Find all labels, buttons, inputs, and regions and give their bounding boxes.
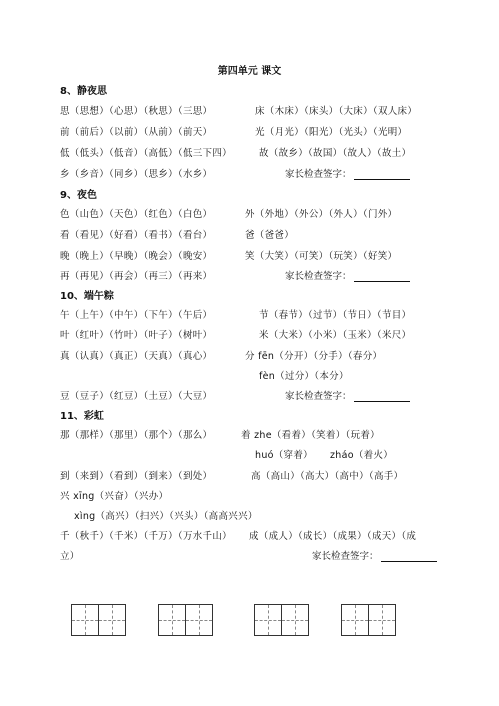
word-line: 乡（乡音）（同乡）（思乡）（水乡） (60, 169, 213, 180)
writing-cell[interactable] (368, 604, 396, 636)
writing-cell[interactable] (341, 604, 369, 636)
signature-label: 家长检查签字： (285, 271, 352, 282)
section-heading-8: 8、静夜思 (60, 86, 107, 97)
word-line: 成（成人）（成长）（成果）（成天）（成 (249, 531, 417, 542)
writing-cell[interactable] (98, 604, 126, 636)
writing-cell[interactable] (254, 604, 282, 636)
word-line: 故（故乡）（故国）（故人）（故土） (259, 148, 412, 159)
word-line: 光（月光）（阳光）（光头）（光明） (255, 127, 408, 138)
word-line: 床（木床）（床头）（大床）（双人床） (255, 106, 418, 117)
writing-grid (158, 604, 213, 636)
writing-grid (254, 604, 309, 636)
word-line: 思（思想）（心思）（秋思）（三思） (60, 106, 213, 117)
word-line: 色（山色）（天色）（红色）（白色） (60, 209, 213, 220)
writing-cell[interactable] (158, 604, 186, 636)
writing-grid (341, 604, 396, 636)
word-line: 米（大米）（小米）（玉米）（米尺） (259, 330, 412, 341)
word-line: 千（秋千）（千米）（千万）（万水千山） (60, 531, 232, 542)
signature-blank[interactable] (354, 391, 410, 402)
writing-cell[interactable] (185, 604, 213, 636)
signature-blank[interactable] (354, 169, 410, 180)
word-line: 着 zhe（看着）（笑着）（玩着） (241, 430, 380, 441)
word-line: 到（来到）（看到）（到来）（到处） (60, 471, 213, 482)
word-line: 豆（豆子）（红豆）（土豆）（大豆） (60, 391, 213, 402)
word-line: 那（那样）（那里）（那个）（那么） (60, 430, 213, 441)
word-line: 看（看见）（好看）（看书）（看台） (60, 230, 213, 241)
word-line: 节（春节）（过节）（节日）（节目） (259, 310, 412, 321)
word-line: 低（低头）（低音）（高低）（低三下四） (60, 148, 232, 159)
writing-cell[interactable] (281, 604, 309, 636)
writing-cell[interactable] (71, 604, 99, 636)
signature-label: 家长检查签字： (285, 391, 352, 402)
word-line: 午（上午）（中午）（下午）（午后） (60, 310, 213, 321)
signature-label: 家长检查签字： (285, 169, 352, 180)
word-line: xìng（高兴）（扫兴）（兴头）（高高兴兴） (74, 511, 258, 522)
word-line: 叶（红叶）（竹叶）（叶子）（树叶） (60, 330, 213, 341)
signature-label: 家长检查签字： (312, 551, 379, 562)
word-line: 再（再见）（再会）（再三）（再来） (60, 271, 213, 282)
signature-blank[interactable] (354, 271, 410, 282)
parent-signature (312, 548, 437, 562)
word-line: 笑（大笑）（可笑）（玩笑）（好笑） (245, 251, 398, 262)
parent-signature (285, 268, 410, 282)
word-line: 立） (60, 551, 80, 562)
word-line: 前（前后）（以前）（从前）（前天） (60, 127, 213, 138)
word-line: 分 fēn（分开）（分手）（春分） (245, 351, 383, 362)
word-line: huó（穿着） (255, 450, 313, 461)
word-line: 晚（晚上）（早晚）（晚会）（晚安） (60, 251, 213, 262)
word-line: 高（高山）（高大）（高中）（高手） (251, 471, 404, 482)
section-heading-10: 10、端午粽 (60, 291, 114, 302)
word-line: fèn（过分）（本分） (259, 371, 349, 382)
word-line: 外（外地）（外公）（外人）（门外） (245, 209, 398, 220)
signature-blank[interactable] (381, 551, 437, 562)
writing-grid (71, 604, 126, 636)
section-heading-9: 9、夜色 (60, 190, 97, 201)
word-line: 真（认真）（真正）（天真）（真心） (60, 351, 213, 362)
word-line: zháo（着火） (330, 450, 394, 461)
parent-signature (285, 166, 410, 180)
parent-signature (285, 388, 410, 402)
word-line: 兴 xīng（兴奋）（兴办） (60, 491, 169, 502)
word-line: 爸（爸爸） (245, 230, 295, 241)
section-heading-11: 11、彩虹 (60, 411, 104, 422)
page-title: 第四单元 课文 (217, 66, 282, 77)
